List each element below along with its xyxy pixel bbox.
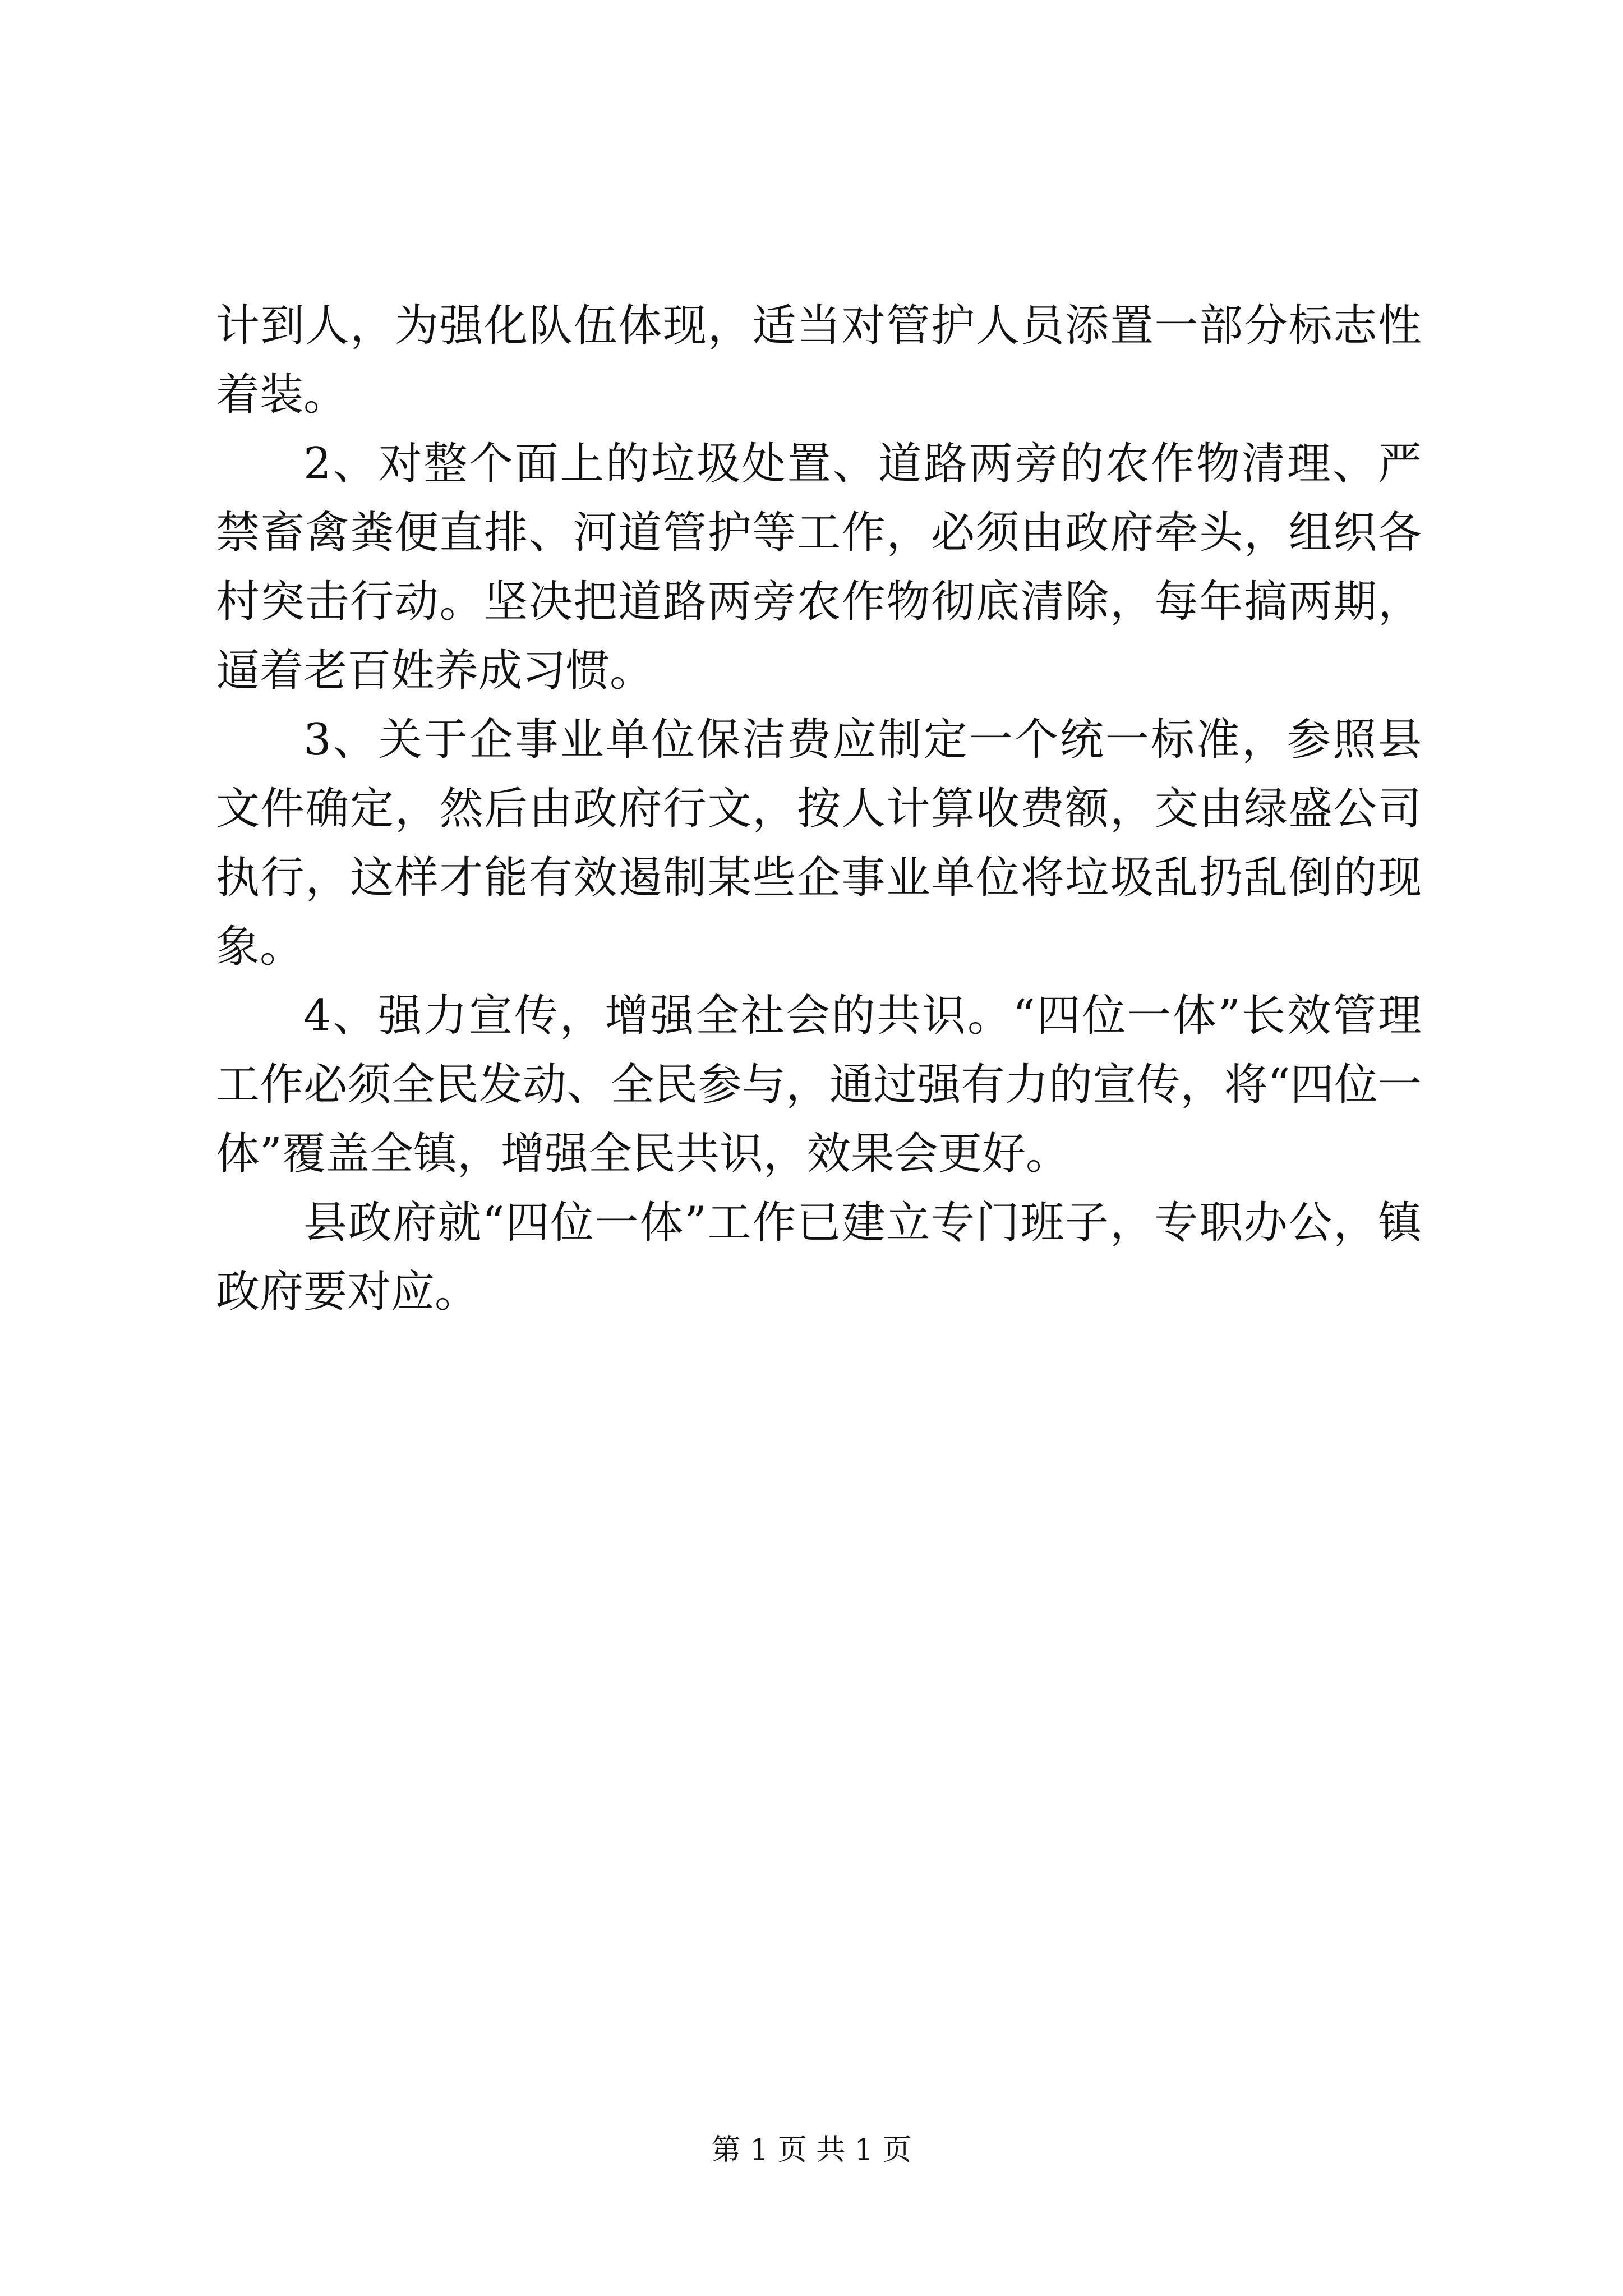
paragraph-item-2: 2、对整个面上的垃圾处置、道路两旁的农作物清理、严禁畜禽粪便直排、河道管护等工作，必须由政府牵头，组织各村突击行动。坚决把道路两旁农作物彻底清除，每年搞两期，逼着老百姓养成习惯。 xyxy=(216,439,1422,696)
page-footer: 第 1 页 共 1 页 xyxy=(711,2133,912,2167)
paragraph-continuation: 计到人，为强化队伍体现，适当对管护人员添置一部分标志性着装。 xyxy=(216,301,1422,420)
paragraph-item-3: 3、关于企事业单位保洁费应制定一个统一标准，参照县文件确定，然后由政府行文，按人计算收费额，交由绿盛公司执行，这样才能有效遏制某些企事业单位将垃圾乱扔乱倒的现象。 xyxy=(216,715,1422,972)
paragraph-item-4: 4、强力宣传，增强全社会的共识。“四位一体”长效管理工作必须全民发动、全民参与，通过强有力的宣传，将“四位一体”覆盖全镇，增强全民共识，效果会更好。 xyxy=(216,991,1422,1179)
document-body xyxy=(216,292,1422,1327)
paragraph-closing: 县政府就“四位一体”工作已建立专门班子，专职办公，镇政府要对应。 xyxy=(216,1198,1422,1317)
